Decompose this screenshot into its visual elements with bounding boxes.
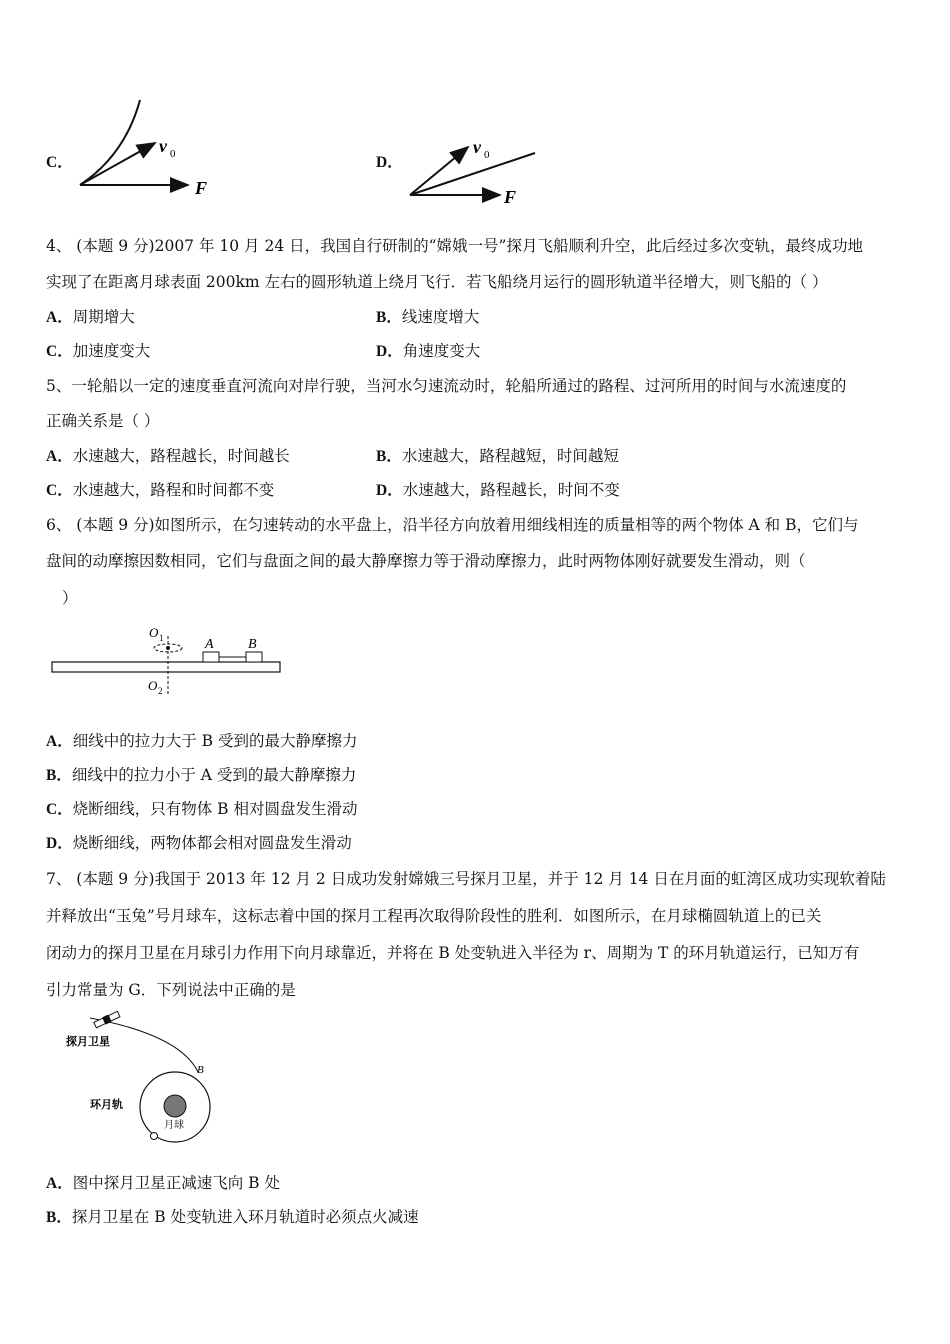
q5-option-a: A．水速越大，路程越长，时间越长: [46, 447, 290, 465]
a-label: A: [205, 637, 214, 652]
b-point-label: B: [197, 1064, 204, 1076]
q7-figure-orbit: [60, 1010, 230, 1150]
q4-option-c: C．加速度变大: [46, 342, 151, 360]
o1-label: O: [149, 625, 159, 640]
q7-stem-line2: 并释放出“玉兔”号月球车，这标志着中国的探月工程再次取得阶段性的胜利．如图所示，在月球椭圆轨道上的已关: [46, 907, 822, 925]
q6-option-c: C．烧断细线，只有物体 B 相对圆盘发生滑动: [46, 800, 358, 818]
q5-stem-line1: 5、一轮船以一定的速度垂直河流向对岸行驶，当河水匀速流动时，轮船所通过的路程、过河所用的时间与水流速度的: [46, 377, 847, 395]
q4-option-b: B．线速度增大: [376, 308, 480, 326]
q4-option-d: D．角速度变大: [376, 342, 481, 360]
v0-sub: 0: [484, 149, 490, 161]
block-b: [246, 652, 262, 662]
q3-option-d-letter: D．: [376, 154, 403, 171]
q7-stem-line3: 闭动力的探月卫星在月球引力作用下向月球靠近，并将在 B 处变轨进入半径为 r、周期为 T 的环月轨道运行，已知万有: [46, 944, 860, 962]
q6-stem-line1: 6、 (本题 9 分)如图所示，在匀速转动的水平盘上，沿半径方向放着用细线相连的质量相等的两个物体 A 和 B，它们与: [46, 516, 859, 534]
q6-option-a: A．细线中的拉力大于 B 受到的最大静摩擦力: [46, 732, 358, 750]
o1-sub: 1: [159, 633, 164, 643]
moon-label: 月球: [164, 1120, 184, 1131]
orbit-satellite: [151, 1133, 158, 1140]
q3-option-c-figure: [70, 95, 220, 200]
q5-option-c: C．水速越大，路程和时间都不变: [46, 481, 275, 499]
o2-label: O: [148, 678, 158, 693]
q5-option-b: B．水速越大，路程越短，时间越短: [376, 447, 619, 465]
o2-sub: 2: [158, 686, 163, 696]
trajectory-line: [410, 153, 535, 195]
q4-stem-line2: 实现了在距离月球表面 200km 左右的圆形轨道上绕月飞行．若飞船绕月运行的圆形轨道半径增大，则飞船的（ ）: [46, 273, 828, 291]
q3-option-c-letter: C．: [46, 154, 73, 171]
v0-label: v: [159, 136, 167, 156]
v0-sub: 0: [170, 148, 176, 160]
turntable-plate: [52, 662, 280, 672]
orbit-label: 环月轨: [90, 1099, 123, 1111]
moon: [164, 1095, 186, 1117]
q7-option-a: A．图中探月卫星正减速飞向 B 处: [46, 1174, 280, 1192]
satellite-label: 探月卫星: [66, 1036, 110, 1048]
q5-stem-line2: 正确关系是（ ）: [46, 412, 160, 430]
q6-option-d: D．烧断细线，两物体都会相对圆盘发生滑动: [46, 834, 352, 852]
b-label: B: [248, 637, 257, 652]
v0-arrow: [410, 147, 468, 195]
v0-label: v: [473, 137, 481, 157]
trajectory-curve: [80, 100, 140, 185]
q3-option-d-figure: [400, 125, 545, 210]
q6-stem-line2: 盘间的动摩擦因数相同，它们与盘面之间的最大静摩擦力等于滑动摩擦力，此时两物体刚好就要发生滑动，则（: [46, 552, 806, 570]
force-label: F: [504, 187, 517, 207]
q5-option-d: D．水速越大，路程越长，时间不变: [376, 481, 620, 499]
q7-option-b: B．探月卫星在 B 处变轨进入环月轨道时必须点火减速: [46, 1208, 419, 1226]
q6-stem-line3: ）: [62, 589, 78, 607]
q7-stem-line1: 7、 (本题 9 分)我国于 2013 年 12 月 2 日成功发射嫦娥三号探月卫星，并于 12 月 14 日在月面的虹湾区成功实现软着陆: [46, 870, 886, 888]
q7-stem-line4: 引力常量为 G．下列说法中正确的是: [46, 981, 296, 999]
block-a: [203, 652, 219, 662]
force-label: F: [195, 178, 208, 198]
q6-option-b: B．细线中的拉力小于 A 受到的最大静摩擦力: [46, 766, 357, 784]
axis-center: [166, 646, 170, 650]
q6-figure-turntable: [48, 622, 288, 700]
q4-option-a: A．周期增大: [46, 308, 135, 326]
q4-stem-line1: 4、 (本题 9 分)2007 年 10 月 24 日，我国自行研制的“嫦娥一号”探月飞船顺利升空，此后经过多次变轨，最终成功地: [46, 237, 863, 255]
